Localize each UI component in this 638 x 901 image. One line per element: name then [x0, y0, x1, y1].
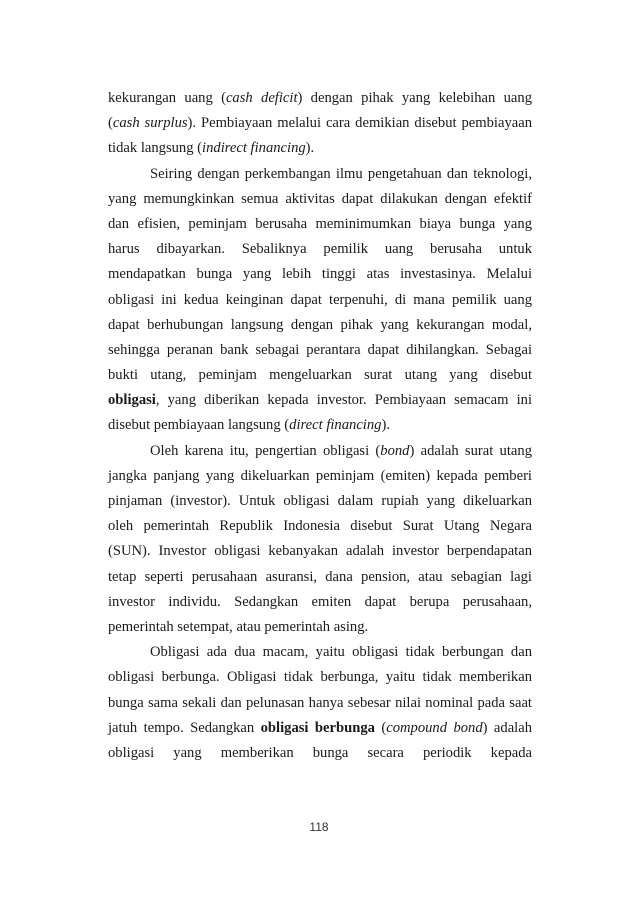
text-run: jangka panjang yang dikeluarkan peminjam (emiten) kepada pemberi	[108, 467, 532, 484]
text-run: , yang diberikan kepada investor. Pembiayaan semacam ini	[155, 392, 532, 409]
text-line	[108, 363, 532, 388]
text-run: jatuh tempo. Sedangkan	[108, 719, 261, 736]
text-line	[108, 640, 532, 665]
text-line	[108, 565, 532, 590]
text-run: Oleh karena itu, pengertian obligasi (	[150, 442, 381, 459]
text-run: sehingga peranan bank sebagai perantara dapat dihilangkan. Sebagai	[108, 341, 532, 358]
text-line	[108, 539, 532, 564]
text-run: harus dibayarkan. Sebaliknya pemilik uang berusaha untuk	[108, 241, 532, 258]
text-line	[108, 111, 532, 136]
text-line	[108, 162, 532, 187]
text-line	[108, 514, 532, 539]
paragraph	[108, 439, 532, 641]
text-line	[108, 665, 532, 690]
text-line	[108, 691, 532, 716]
text-line	[108, 338, 532, 363]
text-run: ) adalah	[482, 719, 533, 736]
text-run: ) adalah surat utang	[409, 442, 532, 459]
text-run: tetap seperti perusahaan asuransi, dana pension, atau sebagian lagi	[108, 568, 532, 585]
text-run: dapat berhubungan langsung dengan pihak yang kekurangan modal,	[108, 316, 532, 333]
document-page	[108, 86, 532, 766]
text-run: oleh pemerintah Republik Indonesia disebut Surat Utang Negara	[108, 518, 532, 535]
text-line	[108, 439, 532, 464]
text-run: bukti utang, peminjam mengeluarkan surat utang yang disebut	[108, 367, 532, 384]
text-run: pemerintah setempat, atau pemerintah asing.	[108, 618, 369, 635]
text-line	[108, 489, 532, 514]
text-run: mendapatkan bunga yang lebih tinggi atas investasinya. Melalui	[108, 266, 532, 283]
text-line	[108, 262, 532, 287]
page-number: 118	[309, 820, 329, 834]
italic-term: compound bond	[386, 719, 483, 736]
text-line	[108, 187, 532, 212]
text-run: ). Pembiayaan melalui cara demikian disebut pembiayaan	[187, 115, 532, 132]
italic-term: cash deficit	[225, 90, 298, 106]
text-run: obligasi berbunga. Obligasi tidak berbunga, yaitu tidak memberikan	[108, 669, 532, 686]
text-run: investor individu. Sedangkan emiten dapat berupa perusahaan,	[108, 593, 532, 610]
text-line	[108, 590, 532, 615]
text-run: obligasi yang memberikan bunga secara periodik kepada	[108, 744, 532, 761]
paragraph	[108, 640, 532, 766]
italic-term: bond	[380, 442, 410, 459]
text-line	[108, 288, 532, 313]
text-line	[108, 741, 532, 766]
text-run: bunga sama sekali dan pelunasan hanya sebesar nilai nominal pada saat	[108, 694, 532, 711]
text-run: (	[108, 115, 113, 132]
text-run: pinjaman (investor). Untuk obligasi dalam rupiah yang dikeluarkan	[108, 493, 532, 509]
paragraph	[108, 86, 532, 162]
text-run: kekurangan uang (	[108, 90, 226, 106]
bold-term: obligasi	[108, 392, 156, 409]
text-line	[108, 716, 532, 741]
italic-term: indirect financing	[202, 140, 306, 157]
text-line	[108, 388, 532, 413]
bold-term: obligasi berbunga	[260, 719, 375, 736]
text-run: (SUN). Investor obligasi kebanyakan adalah investor berpendapatan	[108, 543, 532, 560]
text-line	[108, 136, 532, 161]
text-line	[108, 86, 532, 111]
text-run: obligasi ini kedua keinginan dapat terpenuhi, di mana pemilik uang	[108, 291, 532, 308]
text-run: dan efisien, peminjam berusaha meminimumkan biaya bunga yang	[108, 215, 532, 232]
text-line	[108, 237, 532, 262]
text-run: ).	[381, 417, 390, 434]
text-run: Seiring dengan perkembangan ilmu pengetahuan dan teknologi,	[150, 165, 532, 182]
text-run: disebut pembiayaan langsung (	[108, 417, 290, 434]
italic-term: direct financing	[289, 417, 382, 434]
text-run: ).	[305, 140, 315, 157]
text-run: yang memungkinkan semua aktivitas dapat dilakukan dengan efektif	[108, 190, 532, 207]
text-line	[108, 615, 532, 640]
text-run: (	[374, 719, 387, 736]
italic-term: cash surplus	[112, 115, 188, 132]
text-line	[108, 313, 532, 338]
text-run: Obligasi ada dua macam, yaitu obligasi tidak berbungan dan	[150, 644, 532, 661]
text-line	[108, 413, 532, 438]
text-line	[108, 464, 532, 489]
text-line	[108, 212, 532, 237]
text-run: tidak langsung (	[108, 140, 203, 157]
paragraph	[108, 162, 532, 439]
text-run: ) dengan pihak yang kelebihan uang	[297, 90, 532, 106]
